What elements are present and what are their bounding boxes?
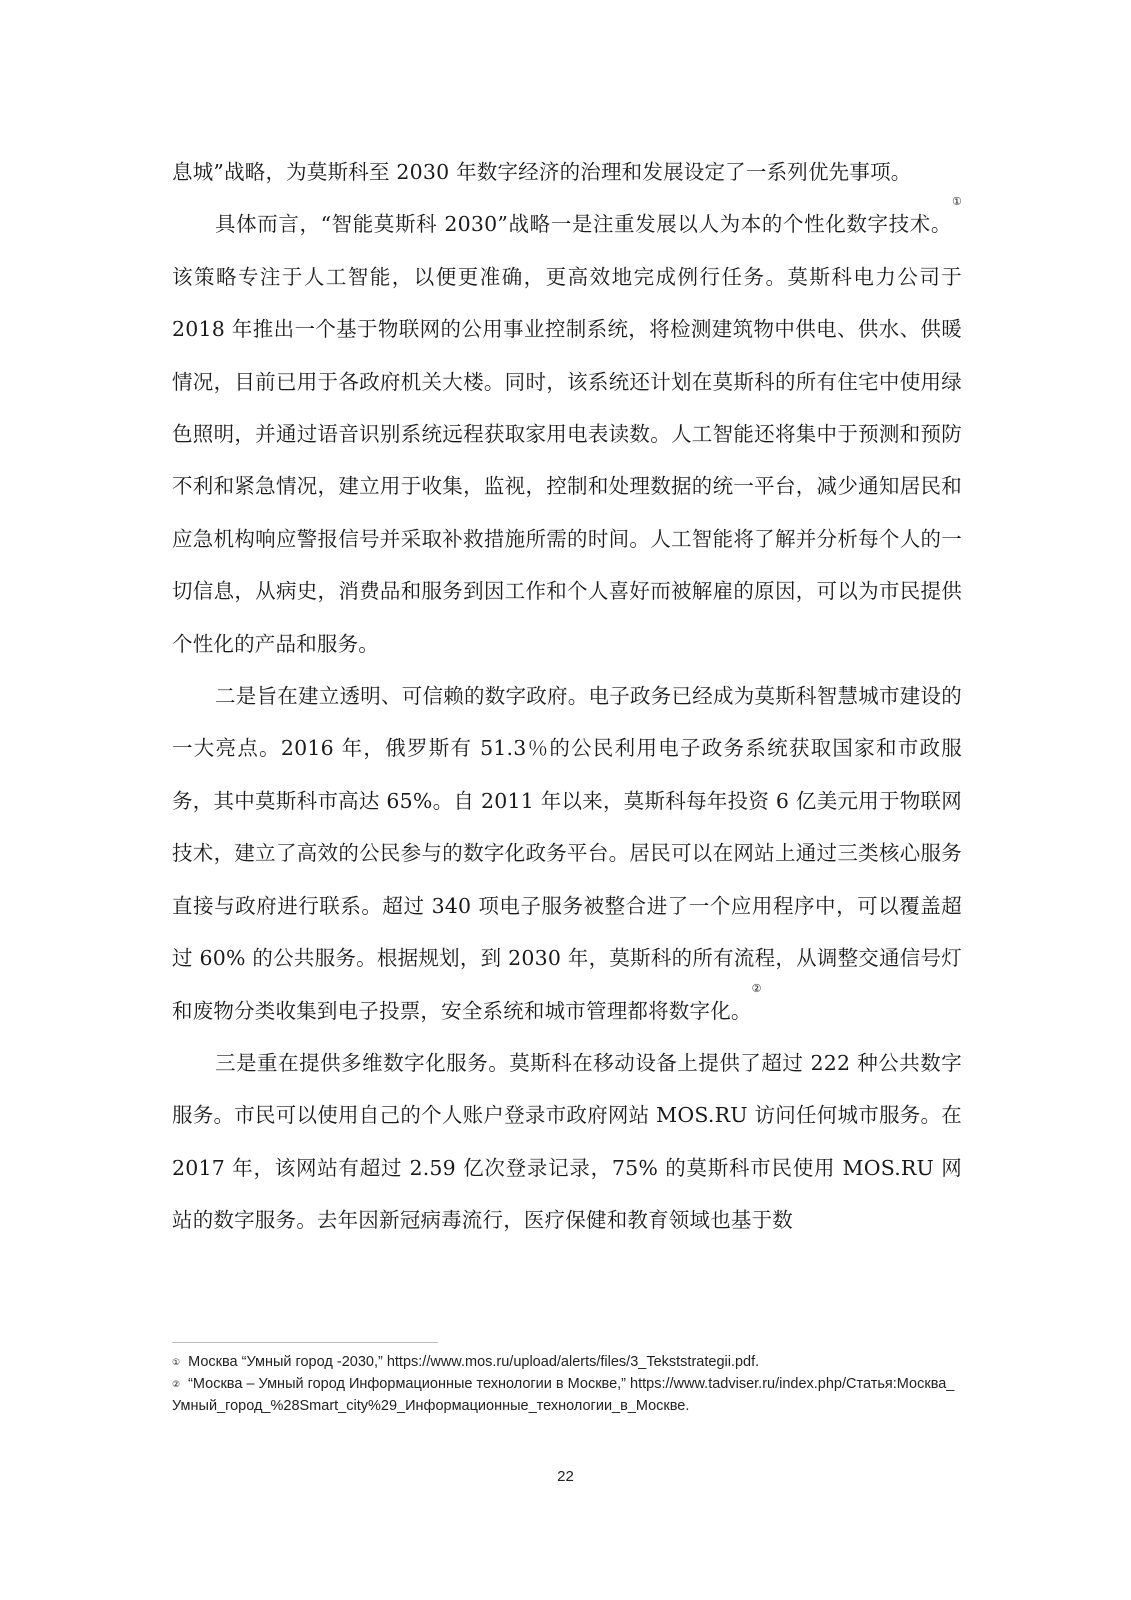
footnotes [172,1351,962,1417]
footnote-text: Москва “Умный город -2030,” https://www.mos.ru/upload/alerts/files/3_Tekststrategii.pdf. [188,1354,760,1370]
footnote-mark: ① [172,1357,181,1367]
paragraph-text: 具体而言，“智能莫斯科 2030”战略一是注重发展以人为本的个性化数字技术。 [215,212,952,237]
body-paragraph [172,670,962,1037]
paragraph-text: 息城”战略，为莫斯科至 2030 年数字经济的治理和发展设定了一系列优先事项。 [172,160,912,184]
footnote-reference: ② [751,981,762,995]
page-number: 22 [557,1468,574,1485]
footnote-reference: ① [951,195,962,209]
body-text [172,146,962,1247]
footnote-separator [172,1342,438,1343]
body-paragraph [172,1037,962,1247]
footnote-text: “Москва – Умный город Информационные технологии в Москве,” https://www.tadviser.ru/index.php/Статья:Москва_Умный_город_%28Smart_city%29_Информационные_технологии_в_Москве. [172,1376,955,1414]
paragraph-text: 二是旨在建立透明、可信赖的数字政府。电子政务已经成为莫斯科智慧城市建设的一大亮点。2016 年，俄罗斯有 51.3％的公民利用电子政务系统获取国家和市政服务，其中莫斯科市高达 65%。自 2011 年以来，莫斯科每年投资 6 亿美元用于物联网技术，建立了高效的公民参与的数字化政务平台。居民可以在网站上通过三类核心服务直接与政府进行联系。超过 340 项电子服务被整合进了一个应用程序中，可以覆盖超过 60% 的公共服务。根据规划，到 2030 年，莫斯科的所有流程，从调整交通信号灯和废物分类收集到电子投票，安全系统和城市管理都将数字化。 [172,684,962,1023]
footnote-mark: ② [172,1379,181,1389]
body-paragraph [172,195,962,670]
paragraph-text: 三是重在提供多维数字化服务。莫斯科在移动设备上提供了超过 222 种公共数字服务。市民可以使用自己的个人账户登录市政府网站 MOS.RU 访问任何城市服务。在 2017 年，该网站有超过 2.59 亿次登录记录，75% 的莫斯科市民使用 MOS.RU 网站的数字服务。去年因新冠病毒流行，医疗保健和教育领域也基于数 [172,1050,962,1233]
body-paragraph [172,146,962,198]
footnote [172,1373,962,1417]
paragraph-text: 该策略专注于人工智能，以便更准确，更高效地完成例行任务。莫斯科电力公司于 2018 年推出一个基于物联网的公用事业控制系统，将检测建筑物中供电、供水、供暖情况，目前已用于各政府机关大楼。同时，该系统还计划在莫斯科的所有住宅中使用绿色照明，并通过语音识别系统远程获取家用电表读数。人工智能还将集中于预测和预防不利和紧急情况，建立用于收集，监视，控制和处理数据的统一平台，减少通知居民和应急机构响应警报信号并采取补救措施所需的时间。人工智能将了解并分析每个人的一切信息，从病史，消费品和服务到因工作和个人喜好而被解雇的原因，可以为市民提供个性化的产品和服务。 [172,264,962,656]
footnote [172,1351,962,1373]
